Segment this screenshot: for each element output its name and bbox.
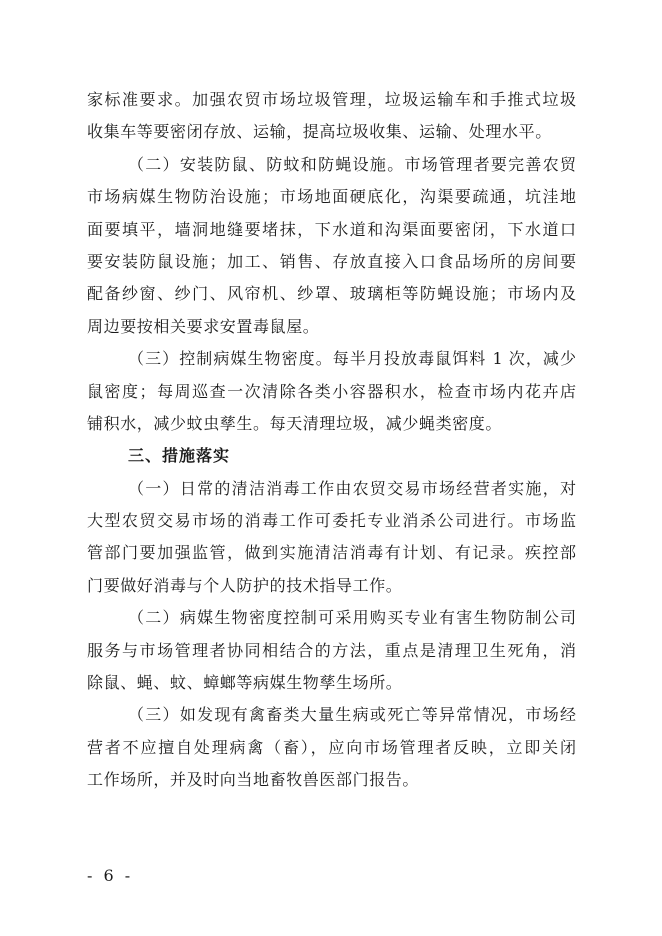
paragraph xyxy=(87,602,576,699)
text-line: 面要填平，墙洞地缝要堵抹，下水道和沟渠面要密闭，下水道口 xyxy=(87,219,576,239)
text-line: 家标准要求。加强农贸市场垃圾管理，垃圾运输车和手推式垃圾 xyxy=(87,90,576,109)
section-heading xyxy=(87,440,576,472)
text-line: （二）病媒生物密度控制可采用购买专业有害生物防制公司 xyxy=(128,608,576,628)
text-line: （三）控制病媒生物密度。每半月投放毒鼠饵料 1 次，减少 xyxy=(128,349,576,369)
document-body xyxy=(87,84,576,797)
text-line: （二）安装防鼠、防蚊和防蝇设施。市场管理者要完善农贸 xyxy=(128,154,576,174)
text-line: 周边要按相关要求安置毒鼠屋。 xyxy=(87,316,320,336)
text-line: （三）如发现有禽畜类大量生病或死亡等异常情况，市场经 xyxy=(128,705,576,725)
text-line: 营者不应擅自处理病禽（畜），应向市场管理者反映，立即关闭 xyxy=(87,737,576,757)
text-line: 管部门要加强监管，做到实施清洁消毒有计划、有记录。疾控部 xyxy=(87,543,576,563)
text-line: 大型农贸交易市场的消毒工作可委托专业消杀公司进行。市场监 xyxy=(87,511,576,531)
paragraph xyxy=(87,84,576,149)
text-line: 服务与市场管理者协同相结合的方法，重点是清理卫生死角，消 xyxy=(87,640,576,660)
page-number: - 6 - xyxy=(87,866,134,885)
text-line: （一）日常的清洁消毒工作由农贸交易市场经营者实施，对 xyxy=(128,478,576,498)
text-line: 除鼠、蝇、蚊、蟑螂等病媒生物孳生场所。 xyxy=(87,673,403,693)
text-line: 铺积水，减少蚊虫孳生。每天清理垃圾，减少蝇类密度。 xyxy=(87,413,503,433)
paragraph xyxy=(87,699,576,796)
paragraph xyxy=(87,473,576,603)
paragraph xyxy=(87,149,576,343)
text-line: 门要做好消毒与个人防护的技术指导工作。 xyxy=(87,575,403,595)
text-line: 要安装防鼠设施；加工、销售、存放直接入口食品场所的房间要 xyxy=(87,251,576,271)
text-line: 三、措施落实 xyxy=(128,446,231,466)
text-line: 工作场所，并及时向当地畜牧兽医部门报告。 xyxy=(87,770,420,790)
text-line: 市场病媒生物防治设施；市场地面硬底化，沟渠要疏通，坑洼地 xyxy=(87,187,576,207)
text-line: 配备纱窗、纱门、风帘机、纱罩、玻璃柜等防蝇设施；市场内及 xyxy=(87,284,576,304)
text-line: 鼠密度；每周巡查一次清除各类小容器积水，检查市场内花卉店 xyxy=(87,381,576,401)
text-line: 收集车等要密闭存放、运输，提高垃圾收集、运输、处理水平。 xyxy=(87,122,552,142)
paragraph xyxy=(87,343,576,440)
